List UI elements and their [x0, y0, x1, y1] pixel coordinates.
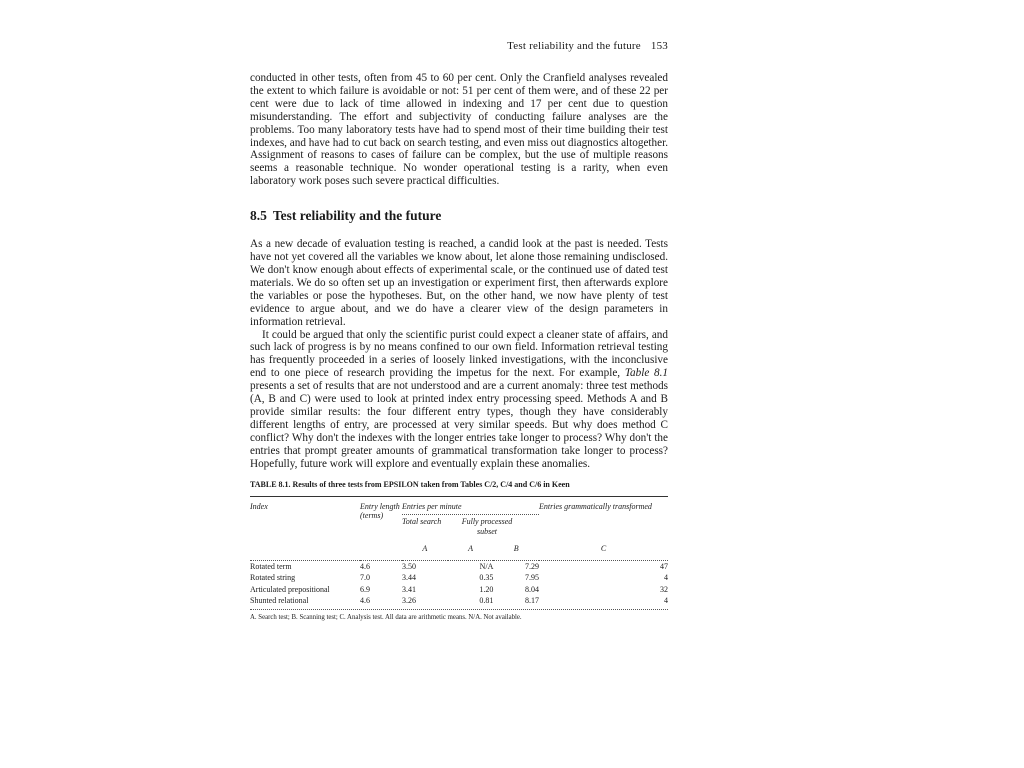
paragraph-text-after-ref: presents a set of results that are not understood and are a current anomaly: three test methods (A, B and C) were used to look at printed index entry processing speed. Methods A and B provide similar results: the four different entry types, though they have considerably different lengths of entry, are processed at very similar speeds. But why does method C conflict? Why don't the indexes with the longer entries take longer to process? Why don't the entries that prompt greater amounts of grammatical transformation take longer to process? Hopefully, future work will explore and eventually explain these anomalies.: [250, 380, 668, 470]
table-row: [250, 572, 668, 584]
body-paragraph: conducted in other tests, often from 45 to 60 per cent. Only the Cranfield analyses revealed the extent to which failure is avoidable or not: 51 per cent of them were, and of these 22 per cent were due to lack of time allowed in indexing and 17 per cent due to question misunderstanding. The effort and subjectivity of conducting failure analyses are the problems. Too many laboratory tests have had to spend most of their time building their test indexes, and have had to cut back on search testing, and even miss out diagnostics altogether. Assignment of reasons to cases of failure can be complex, but the use of multiple reasons seems a reasonable technique. No wonder operational testing is a rarity, when even laboratory work poses such severe practical difficulties.: [250, 72, 668, 188]
header-entries-transformed: Entries grammatically transformed: [539, 501, 652, 511]
header-total-search: Total search: [402, 517, 442, 527]
cell-length: 6.9: [360, 584, 370, 594]
cell-fully-a: 0.35: [479, 573, 494, 583]
cell-b: 7.95: [525, 573, 540, 583]
cell-length: 4.6: [360, 561, 370, 571]
table-bottom-rule: [250, 609, 668, 610]
cell-c: 47: [660, 561, 668, 571]
cell-total-a: 3.26: [402, 596, 416, 606]
cell-fully-a: N/A: [479, 561, 494, 571]
header-entry-length: Entry length (terms): [360, 501, 400, 521]
section-title: Test reliability and the future: [272, 208, 442, 224]
cell-total-a: 3.41: [402, 584, 416, 594]
cell-c: 32: [660, 584, 668, 594]
subheader-blank: [360, 536, 402, 560]
section-paragraph-1: As a new decade of evaluation testing is reached, a candid look at the past is needed. Tests have not yet covered all the variables we know about, let alone those remaining undisclosed. We don't know enough about effects of experimental scale, or the continued use of dated test materials. We do so often set up an investigation or experiment first, then afterwards explore the variables or pose the hypotheses. But, on the other hand, we now have plenty of test evidence to argue about, and we do have a clearer view of the design parameters in information retrieval.: [250, 238, 668, 328]
cell-b: 8.04: [525, 584, 540, 594]
cell-index: Rotated term: [250, 561, 292, 571]
paragraph-text-before-ref: It could be argued that only the scientific purist could expect a cleaner state of affairs, and such lack of progress is by no means confined to our own field. Information retrieval testing has frequently proceeded in a series of loosely linked investigations, with the inconclusive end to one piece of research providing the impetus for the next. For example,: [250, 328, 668, 380]
table-caption: TABLE 8.1. Results of three tests from EPSILON taken from Tables C/2, C/4 and C/6 in Keen: [250, 480, 570, 490]
header-fully-processed: Fully processed subset: [461, 517, 513, 536]
table-row: [250, 561, 668, 573]
cell-fully-a: 0.81: [479, 596, 494, 606]
subheader-b: B: [513, 544, 519, 554]
subheader-a-fully: A: [468, 544, 473, 554]
running-head-title: Test reliability and the future: [507, 40, 641, 52]
cell-b: 8.17: [525, 596, 540, 606]
page-number: 153: [650, 40, 668, 52]
header-entries-per-minute: [402, 497, 539, 537]
table-reference: Table 8.1: [624, 367, 668, 380]
subheader-blank: [250, 536, 360, 560]
table-row: [250, 584, 668, 596]
results-table: [250, 497, 668, 607]
cell-fully-a: 1.20: [479, 584, 494, 594]
book-page: [250, 40, 668, 622]
cell-b: 7.29: [525, 561, 540, 571]
header-index: Index: [250, 501, 268, 511]
cell-length: 4.6: [360, 596, 370, 606]
section-paragraph-2: [250, 329, 668, 471]
cell-index: Articulated prepositional: [250, 584, 330, 594]
table-row: [250, 595, 668, 607]
cell-c: 4: [664, 596, 668, 606]
cell-c: 4: [664, 573, 668, 583]
running-head: [250, 40, 668, 54]
cell-total-a: 3.44: [402, 573, 416, 583]
header-divider: [402, 514, 539, 515]
results-table-block: [250, 480, 668, 622]
section-number: 8.5: [250, 208, 267, 224]
header-entries-per-minute-label: Entries per minute: [402, 501, 462, 511]
cell-length: 7.0: [360, 573, 370, 583]
table-footnote: A. Search test; B. Scanning test; C. Analysis test. All data are arithmetic means. N/A. Not available.: [250, 613, 522, 621]
cell-total-a: 3.50: [402, 561, 416, 571]
cell-index: Rotated string: [250, 573, 296, 583]
section-heading: [250, 208, 668, 224]
subheader-a-total: A: [422, 544, 428, 554]
cell-index: Shunted relational: [250, 596, 309, 606]
subheader-c: C: [600, 544, 607, 554]
header-subgroup: [402, 517, 539, 536]
